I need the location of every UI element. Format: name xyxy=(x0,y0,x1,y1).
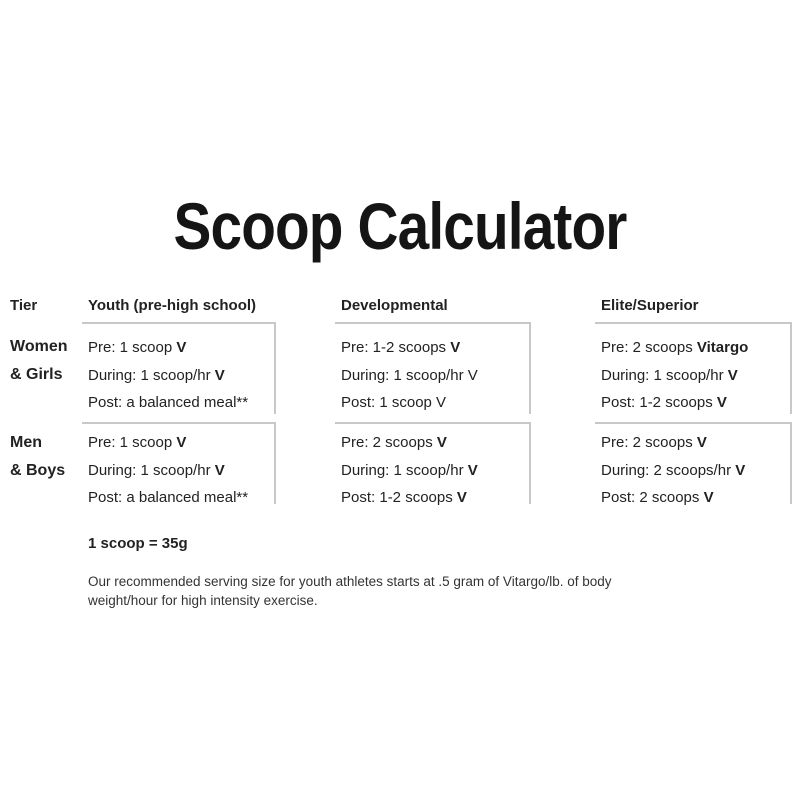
page-title: Scoop Calculator xyxy=(173,189,627,263)
cell-women-youth xyxy=(88,334,248,417)
during-line: During: 1 scoop/hr V xyxy=(88,366,225,384)
pre-line: Pre: 1 scoop V xyxy=(88,339,187,356)
post-line: Post: a balanced meal** xyxy=(88,489,249,506)
during-line: During: 2 scoops/hr V xyxy=(601,461,746,479)
post-line: Post: 1-2 scoops V xyxy=(341,489,467,506)
serving-size-note: Our recommended serving size for youth athletes starts at .5 gram of Vitargo/lb. of body weight/hour for high intensity exercise. xyxy=(88,574,612,608)
pre-line: Pre: 1 scoop V xyxy=(88,434,187,451)
header-youth: Youth (pre-high school) xyxy=(88,297,257,314)
row-label-men xyxy=(10,429,65,485)
scoop-size-note: 1 scoop = 35g xyxy=(88,535,188,552)
during-line: During: 1 scoop/hr V xyxy=(88,461,225,479)
row-label-line: & Girls xyxy=(10,366,63,383)
during-line: During: 1 scoop/hr V xyxy=(601,366,738,384)
cell-men-developmental xyxy=(341,429,478,512)
pre-line: Pre: 2 scoops Vitargo xyxy=(601,339,749,356)
pre-line: Pre: 1-2 scoops V xyxy=(341,339,461,356)
post-line: Post: 1 scoop V xyxy=(341,394,447,411)
during-line: During: 1 scoop/hr V xyxy=(341,461,478,479)
row-label-line: Men xyxy=(10,434,42,451)
cell-women-developmental xyxy=(341,334,478,417)
row-label-line: Women xyxy=(10,338,68,355)
during-line: During: 1 scoop/hr V xyxy=(341,366,478,384)
post-line: Post: 1-2 scoops V xyxy=(601,394,727,411)
pre-line: Pre: 2 scoops V xyxy=(341,434,447,451)
cell-women-elite xyxy=(601,334,748,417)
post-line: Post: a balanced meal** xyxy=(88,394,249,411)
post-line: Post: 2 scoops V xyxy=(601,489,714,506)
cell-men-elite xyxy=(601,429,745,512)
header-tier: Tier xyxy=(10,297,38,314)
row-label-line: & Boys xyxy=(10,462,66,479)
row-label-women xyxy=(10,333,67,389)
header-developmental: Developmental xyxy=(341,297,448,314)
header-elite: Elite/Superior xyxy=(601,297,699,314)
cell-men-youth xyxy=(88,429,248,512)
pre-line: Pre: 2 scoops V xyxy=(601,434,707,451)
